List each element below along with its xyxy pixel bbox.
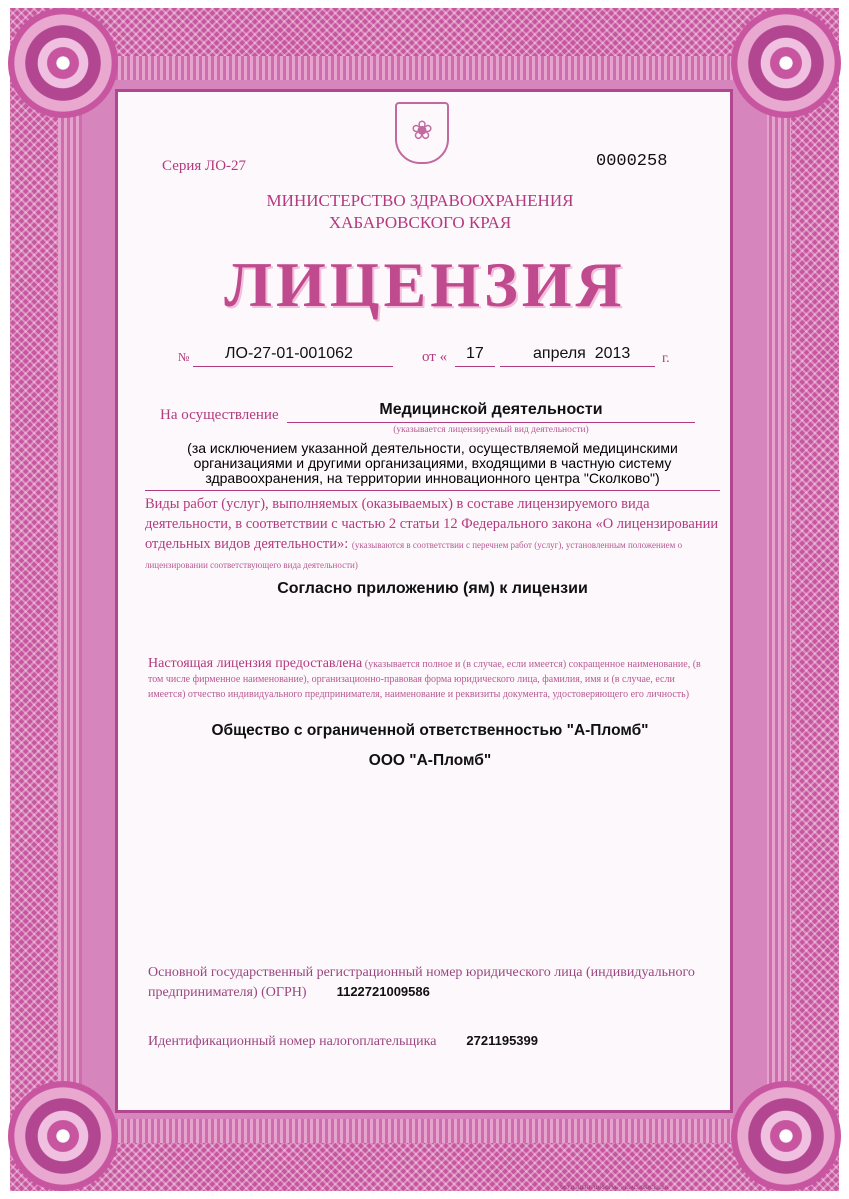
works-label: Виды работ (услуг), выполняемых (оказываемых) в составе лицензируемого вида деятельности, в соответствии с частью 2 статьи 12 Федерального закона «О лицензировании отдельных видов деятельности»: (145, 496, 719, 552)
corner-rosette (731, 1081, 841, 1191)
corner-rosette (8, 1081, 118, 1191)
activity: Медицинской деятельности (379, 401, 603, 418)
ogrn-label: Основной государственный регистрационный номер юридического лица (индивидуального предпринимателя) (ОГРН) (148, 965, 695, 1000)
activity-works-section (145, 441, 720, 598)
granted-hint: (указывается полное и (в случае, если имеется) сокращенное наименование, (в том числе фирменное наименование), организационно-правовая форма юридического лица, фамилия, имя и (в случае, если имеется) отчество индивидуального предпринимателя, наименование и реквизиты документа, удостоверяющего его личность) (148, 659, 701, 700)
works-value: Согласно приложению (ям) к лицензии (277, 580, 588, 597)
granted-label: Настоящая лицензия предоставлена (148, 656, 363, 671)
ogrn-value: 1122721009586 (336, 984, 430, 999)
org-full-name: Общество с ограниченной ответственностью "А-Пломб" (211, 722, 649, 739)
year-suffix: г. (662, 351, 670, 366)
document-body (118, 92, 730, 1110)
corner-rosette (731, 8, 841, 118)
license-number: ЛО-27-01-001062 (225, 345, 353, 362)
corner-rosette (8, 8, 118, 118)
serial-number: 0000258 (596, 152, 668, 171)
ministry-line: МИНИСТЕРСТВО ЗДРАВООХРАНЕНИЯ (266, 191, 574, 210)
number-label: № (178, 350, 190, 364)
coat-of-arms-icon: ❀ (395, 102, 449, 164)
org-short-name: ООО "А-Пломб" (368, 752, 492, 769)
document-title: ЛИЦЕНЗИЯ (224, 249, 626, 320)
activity-hint: (указывается лицензируемый вид деятельности) (393, 425, 589, 435)
activity-label: На осуществление (160, 407, 279, 423)
series: Серия ЛО-27 (162, 158, 247, 174)
ministry-line: ХАБАРОВСКОГО КРАЯ (328, 213, 512, 232)
date-day: 17 (466, 345, 484, 362)
date-label: от « (422, 349, 448, 365)
date-month-year: апреля 2013 (533, 345, 631, 362)
inn-value: 2721195399 (466, 1033, 538, 1048)
works-hint: (указываются в соответствии с перечнем работ (услуг), установленным положением о лицензировании соответствующего вида деятельности) (145, 540, 683, 570)
activity-note: (за исключением указанной деятельности, осуществляемой медицинскими организациями и другими организациями, входящими в частную систему здравоохранения, на территории инновационного центра "Сколково") (145, 441, 720, 491)
inn-label: Идентификационный номер налогоплательщика (148, 1034, 437, 1049)
printer-imprint: ФГУП «ЦЕНТРИНФОРМ», г. КРАСНОЯРСК, 2011 (560, 1186, 670, 1191)
